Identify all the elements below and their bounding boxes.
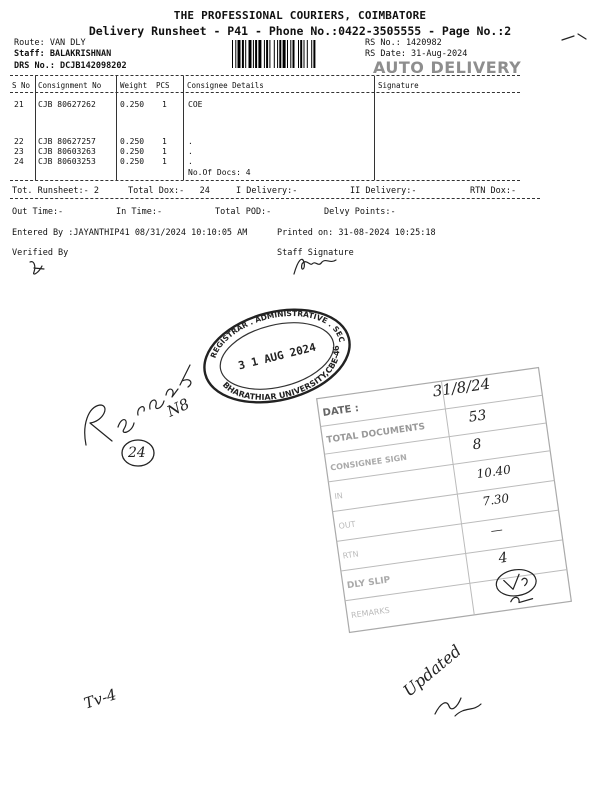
stamp-label-remarks: REMARKS: [350, 605, 391, 620]
row-pcs: 1: [162, 137, 167, 146]
header-consignment: Consignment No: [38, 81, 102, 90]
delivery-rect-stamp: [314, 365, 573, 634]
row-consignment: CJB 80603263: [38, 147, 96, 156]
route-label: Route: VAN DLY: [14, 38, 86, 48]
table-top-rule: [10, 75, 520, 76]
stamp-label-in: IN: [333, 491, 344, 502]
ii-delivery: II Delivery:-: [350, 186, 417, 196]
row-sno: 23: [14, 147, 24, 156]
stamp-label-dly-slip: DLY SLIP: [346, 575, 391, 592]
row-weight: 0.250: [120, 147, 145, 156]
stamp-value-consignee: 8: [471, 436, 483, 454]
staff-signature: [290, 252, 340, 278]
entered-by: Entered By :JAYANTHIP41 08/31/2024 10:10:05 AM: [12, 228, 248, 238]
updated-note: Updated: [399, 641, 465, 701]
header-sno: S No: [12, 81, 31, 90]
header-weight: Weight: [120, 81, 148, 90]
row-pcs: 1: [162, 157, 167, 166]
row-weight: 0.250: [120, 137, 145, 146]
header-signature: Signature: [378, 81, 419, 90]
out-time: Out Time:-: [12, 207, 64, 217]
stamp-value-out: 7.30: [481, 490, 511, 509]
verified-by-label: Verified By: [12, 248, 69, 258]
verifier-signature: [26, 258, 50, 278]
stamp-label-date: DATE :: [322, 403, 360, 419]
in-time: In Time:-: [116, 207, 163, 217]
row-consignment: CJB 80603253: [38, 157, 96, 166]
row-pcs: 1: [162, 147, 167, 156]
row-details: COE: [188, 100, 203, 109]
barcode: [232, 40, 357, 68]
rs-number: RS No.: 1420982: [365, 38, 442, 48]
rtn-dox: RTN Dox:-: [470, 186, 517, 196]
staff-signature-label: Staff Signature: [277, 248, 354, 258]
stamp-top-text: REGISTRAR . ADMINISTRATIVE . SECTION: [208, 308, 347, 360]
staff-label: Staff: BALAKRISHNAN: [14, 49, 112, 59]
runsheet-subtitle: Delivery Runsheet - P41 - Phone No.:0422-3505555 - Page No.:2: [88, 24, 512, 38]
col-divider: [35, 76, 36, 180]
auto-delivery-stamp: AUTO DELIVERY: [373, 58, 522, 77]
stamp-date: 3 1 AUG 2024: [236, 340, 318, 373]
stamp-value-rtn: —: [489, 522, 504, 538]
initials: N8: [164, 394, 193, 421]
col-divider: [374, 76, 375, 180]
row-sno: 24: [14, 157, 24, 166]
pen-mark: [560, 30, 590, 46]
updated-handwriting: [395, 636, 490, 726]
tv-note: Tv-4: [81, 685, 119, 713]
row-consignment: CJB 80627262: [38, 100, 96, 109]
stamp-bottom-text: BHARATHIAR UNIVERSITY,CBE-46: [220, 344, 342, 402]
row-pcs: 1: [162, 100, 167, 109]
received-note-handwriting: [78, 345, 208, 470]
summary-rule: [10, 198, 540, 199]
total-dox: Total Dox:- 24: [128, 186, 210, 196]
company-title: THE PROFESSIONAL COURIERS, COIMBATORE: [173, 9, 427, 22]
stamp-label-out: OUT: [338, 519, 357, 531]
delvy-points: Delvy Points:-: [324, 207, 396, 217]
header-consignee: Consignee Details: [187, 81, 264, 90]
row-weight: 0.250: [120, 100, 145, 109]
header-pcs: PCS: [156, 81, 170, 90]
row-details: .: [188, 147, 193, 156]
bottom-left-handwriting: [80, 676, 140, 716]
stamp-label-rtn: RTN: [342, 549, 360, 561]
stamp-label-consignee: CONSIGNEE SIGN: [329, 452, 408, 473]
stamp-value-total-docs: 53: [467, 407, 488, 426]
stamp-value-date: 31/8/24: [431, 374, 492, 401]
total-pod: Total POD:-: [215, 207, 272, 217]
stamp-value-dly-slip: 4: [497, 549, 509, 567]
stamp-label-total-docs: TOTAL DOCUMENTS: [325, 421, 426, 446]
tot-runsheet: Tot. Runsheet:- 2: [12, 186, 99, 196]
no-of-docs: No.Of Docs: 4: [188, 168, 251, 177]
col-divider: [183, 76, 184, 180]
stamp-value-in: 10.40: [475, 462, 512, 482]
row-sno: 22: [14, 137, 24, 146]
table-header-rule: [10, 92, 520, 93]
stamp-circled-initial: [488, 562, 553, 610]
row-details: .: [188, 137, 193, 146]
col-divider: [116, 76, 117, 180]
drs-number: DRS No.: DCJB142098202: [14, 61, 127, 71]
i-delivery: I Delivery:-: [236, 186, 298, 196]
circled-count: 24: [128, 445, 146, 461]
row-weight: 0.250: [120, 157, 145, 166]
row-sno: 21: [14, 100, 24, 109]
row-consignment: CJB 80627257: [38, 137, 96, 146]
printed-on: Printed on: 31-08-2024 10:25:18: [277, 228, 436, 238]
rs-date: RS Date: 31-Aug-2024: [365, 49, 468, 59]
row-details: .: [188, 157, 193, 166]
table-bottom-rule: [10, 180, 520, 181]
